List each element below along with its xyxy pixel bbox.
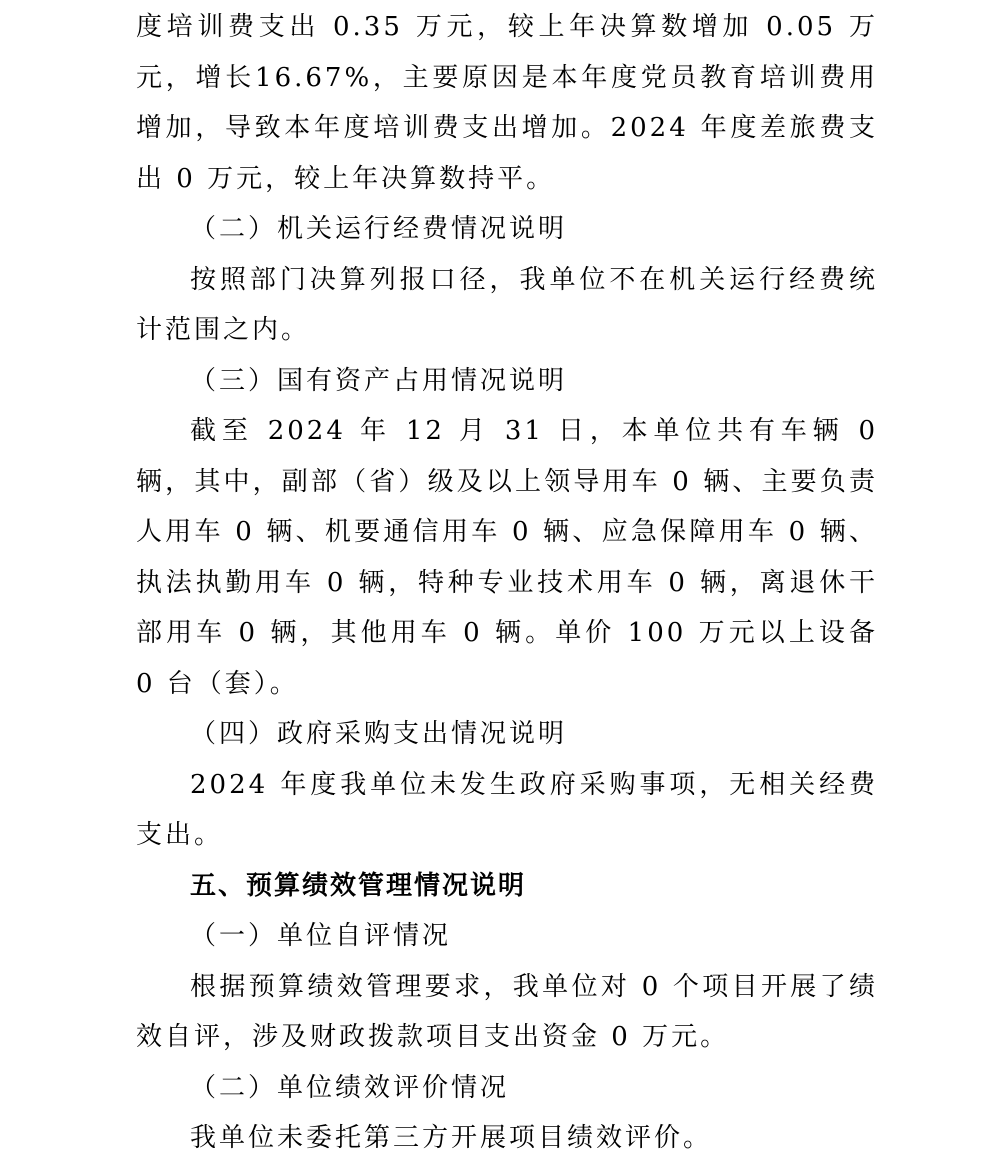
self-evaluation-text: 根据预算绩效管理要求，我单位对 0 个项目开展了绩效自评，涉及财政拨款项目支出资金 0 万元。 [136,971,878,1052]
operating-expenses-text: 按照部门决算列报口径，我单位不在机关运行经费统计范围之内。 [136,264,878,345]
procurement-text: 2024 年度我单位未发生政府采购事项，无相关经费支出。 [136,769,878,850]
heading-operating-expenses: （二）机关运行经费情况说明 [190,214,568,244]
heading-state-assets: （三）国有资产占用情况说明 [190,365,568,396]
section-performance-management: 五、预算绩效管理情况说明 [190,870,527,901]
training-expense-continuation: 度培训费支出 0.35 万元，较上年决算数增加 0.05 万元，增长16.67%，主要原因是本年度党员教育培训费用增加，导致本年度培训费支出增加。2024 年度差旅费支出 0 万元，较上年决算数持平。 [136,12,878,194]
heading-unit-evaluation: （二）单位绩效评价情况 [190,1072,510,1103]
heading-procurement: （四）政府采购支出情况说明 [190,719,568,749]
heading-self-evaluation: （一）单位自评情况 [190,921,452,951]
unit-evaluation-text: 我单位未委托第三方开展项目绩效评价。 [190,1123,713,1153]
state-assets-text: 截至 2024 年 12 月 31 日，本单位共有车辆 0 辆，其中，副部（省）级及以上领导用车 0 辆、主要负责人用车 0 辆、机要通信用车 0 辆、应急保障用车 0 辆、执法执勤用车 0 辆，特种专业技术用车 0 辆，离退休干部用车 0 辆，其他用车 0 辆。单价 100 万元以上设备 0 台（套）。 [136,416,878,699]
document-page [136,0,878,1164]
